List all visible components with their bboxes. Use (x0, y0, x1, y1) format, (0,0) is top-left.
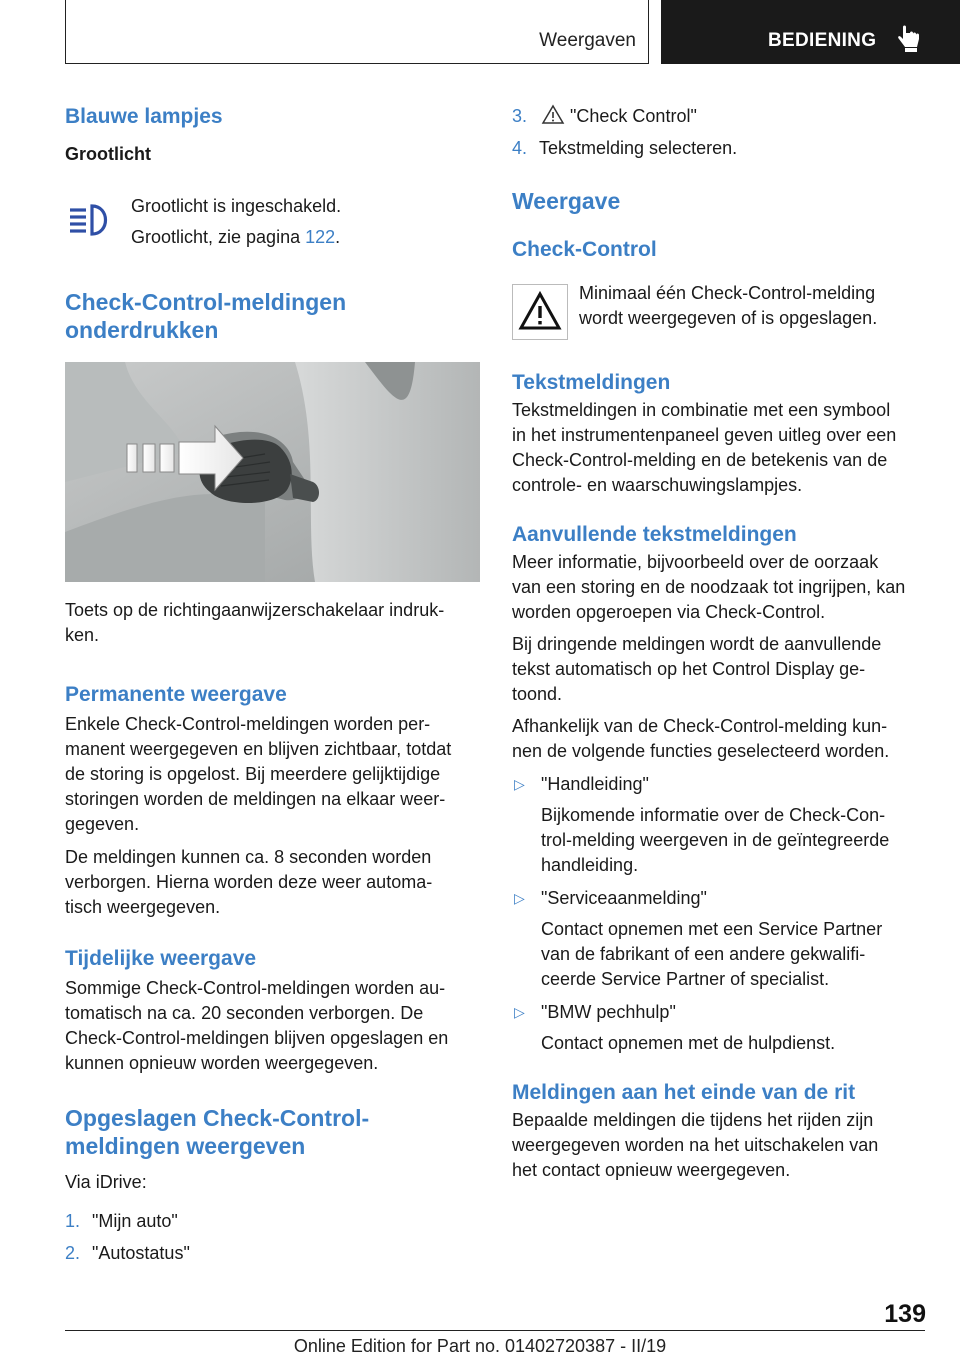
text-line: storingen worden de meldingen na elkaar weer- (65, 789, 446, 809)
step-list-right (512, 104, 932, 161)
heading-tekstmeldingen: Tekstmeldingen (512, 371, 671, 394)
heading-weergave: Weergave (512, 188, 621, 214)
permanent-paragraph-1 (65, 712, 480, 837)
list-item (512, 772, 932, 797)
list-item-desc (512, 917, 932, 992)
list-item-title: "Serviceaanmelding" (541, 888, 707, 908)
heading-check-control: Check-Control (512, 238, 657, 261)
text-line: Contact opnemen met een Service Partner (541, 919, 883, 939)
text-line: Contact opnemen met de hulpdienst. (541, 1033, 836, 1053)
heading-line-2: onderdrukken (65, 317, 219, 343)
via-idrive: Via iDrive: (65, 1172, 147, 1192)
text-line: Bepaalde meldingen die tijdens het rijden zijn (512, 1110, 874, 1130)
text-line: tomatisch na ca. 20 seconden verborgen. De (65, 1003, 424, 1023)
header-title-box (65, 0, 649, 64)
high-beam-icon (66, 200, 118, 240)
text-line: kunnen opnieuw worden weergegeven. (65, 1053, 379, 1073)
heading-opgeslagen (65, 1104, 480, 1160)
right-body (512, 370, 932, 1183)
text-line: tisch weergegeven. (65, 897, 221, 917)
heading-check-control-onderdrukken (65, 288, 485, 344)
turn-signal-switch-image (65, 362, 480, 582)
step-item (512, 136, 932, 161)
list-item-title: "Handleiding" (541, 774, 649, 794)
tekst-paragraph (512, 398, 932, 498)
text-line: Sommige Check-Control-meldingen worden au- (65, 978, 446, 998)
text-line: controle- en waarschuwingslampjes. (512, 475, 803, 495)
step-item (65, 1209, 480, 1234)
step-item (65, 1241, 480, 1266)
aanvullend-paragraph-2 (512, 632, 932, 707)
triangle-bullet-icon: ▷ (514, 1004, 525, 1020)
list-item (512, 886, 932, 911)
text-line: trol-melding weergeven in de geïntegreerde (541, 830, 890, 850)
grootlicht-line2-prefix: Grootlicht, zie pagina (131, 227, 306, 247)
list-item-desc (512, 1031, 932, 1056)
text-line: Meer informatie, bijvoorbeeld over de oorzaak (512, 552, 879, 572)
list-item-desc (512, 803, 932, 878)
page-number: 139 (884, 1300, 926, 1328)
step-number: 3. (512, 106, 528, 126)
text-line: Check-Control-meldingen blijven opgeslagen en (65, 1028, 449, 1048)
warning-triangle-icon (512, 284, 568, 340)
step-number: 1. (65, 1211, 81, 1231)
text-line: toond. (512, 684, 563, 704)
text-line: Afhankelijk van de Check-Control-melding kun- (512, 716, 888, 736)
heading-line-2: meldingen weergeven (65, 1133, 306, 1159)
left-body (65, 598, 480, 1266)
heading-line-1: Opgeslagen Check-Control- (65, 1105, 370, 1131)
text-line: Enkele Check-Control-meldingen worden per- (65, 714, 431, 734)
text-line: het contact opnieuw weergegeven. (512, 1160, 791, 1180)
function-list (512, 772, 932, 1056)
step-item (512, 104, 932, 129)
warning-triangle-icon (541, 104, 565, 124)
right-column (512, 104, 932, 263)
step-text: Tekstmelding selecteren. (539, 138, 738, 158)
left-column (65, 104, 480, 167)
step-number: 4. (512, 138, 528, 158)
text-line: Check-Control-melding en de betekenis van de (512, 450, 888, 470)
heading-einde-rit: Meldingen aan het einde van de rit (512, 1081, 856, 1104)
triangle-bullet-icon: ▷ (514, 890, 525, 906)
text-line: in het instrumentenpaneel geven uitleg over een (512, 425, 897, 445)
heading-aanvullende-tekstmeldingen: Aanvullende tekstmeldingen (512, 523, 797, 546)
caption-line: Toets op de richtingaanwijzerschakelaar indruk- (65, 600, 445, 620)
header-section-tab (661, 0, 960, 64)
hand-pointer-icon (897, 25, 923, 53)
text-line: verborgen. Hierna worden deze weer automa- (65, 872, 433, 892)
page-link-122[interactable]: 122 (305, 227, 336, 247)
text-line: van een storing en de noodzaak tot ingrijpen, kan (512, 577, 906, 597)
heading-grootlicht: Grootlicht (65, 144, 151, 164)
text-line: manent weergegeven en blijven zichtbaar, totdat (65, 739, 452, 759)
step-text: "Autostatus" (92, 1243, 190, 1263)
list-item-title: "BMW pechhulp" (541, 1002, 676, 1022)
permanent-paragraph-2 (65, 845, 480, 920)
list-item (512, 1000, 932, 1025)
text-line: Bij dringende meldingen wordt de aanvullende (512, 634, 882, 654)
aanvullend-paragraph-1 (512, 550, 932, 625)
heading-blauwe-lampjes: Blauwe lampjes (65, 105, 223, 128)
grootlicht-line2-suffix: . (335, 227, 341, 247)
triangle-bullet-icon: ▷ (514, 776, 525, 792)
footer-divider (65, 1330, 925, 1331)
text-line: worden opgeroepen via Check-Control. (512, 602, 826, 622)
einde-paragraph (512, 1108, 932, 1183)
text-line: gegeven. (65, 814, 140, 834)
grootlicht-text (131, 194, 481, 250)
header-section-label: BEDIENING (768, 30, 877, 51)
step-list-left (65, 1209, 480, 1266)
header-title: Weergaven (539, 30, 636, 51)
footer-edition: Online Edition for Part no. 01402720387 - II/19 (293, 1336, 667, 1356)
text-line: ceerde Service Partner of specialist. (541, 969, 830, 989)
text-line: van de fabrikant of een andere gekwalifi- (541, 944, 866, 964)
grootlicht-line2 (131, 225, 481, 250)
step-number: 2. (65, 1243, 81, 1263)
grootlicht-line1: Grootlicht is ingeschakeld. (131, 196, 342, 216)
photo-caption (65, 598, 480, 648)
text-line: nen de volgende functies geselecteerd worden. (512, 741, 890, 761)
check-control-text (579, 281, 939, 331)
step-text: "Mijn auto" (92, 1211, 178, 1231)
caption-line: ken. (65, 625, 100, 645)
text-line: de storing is opgelost. Bij meerdere gelijktijdige (65, 764, 441, 784)
text-line: Tekstmeldingen in combinatie met een symbool (512, 400, 891, 420)
aanvullend-paragraph-3 (512, 714, 932, 764)
heading-permanente-weergave: Permanente weergave (65, 683, 287, 706)
step-text: "Check Control" (570, 106, 697, 126)
text-line: De meldingen kunnen ca. 8 seconden worden (65, 847, 432, 867)
tijdelijk-paragraph (65, 976, 480, 1076)
heading-tijdelijke-weergave: Tijdelijke weergave (65, 947, 257, 970)
heading-line-1: Check-Control-meldingen (65, 289, 347, 315)
text-line: Minimaal één Check-Control-melding (579, 283, 876, 303)
text-line: wordt weergegeven of is opgeslagen. (579, 308, 878, 328)
text-line: weergegeven worden na het uitschakelen van (512, 1135, 879, 1155)
text-line: Bijkomende informatie over de Check-Con- (541, 805, 886, 825)
text-line: tekst automatisch op het Control Display ge- (512, 659, 866, 679)
text-line: handleiding. (541, 855, 639, 875)
